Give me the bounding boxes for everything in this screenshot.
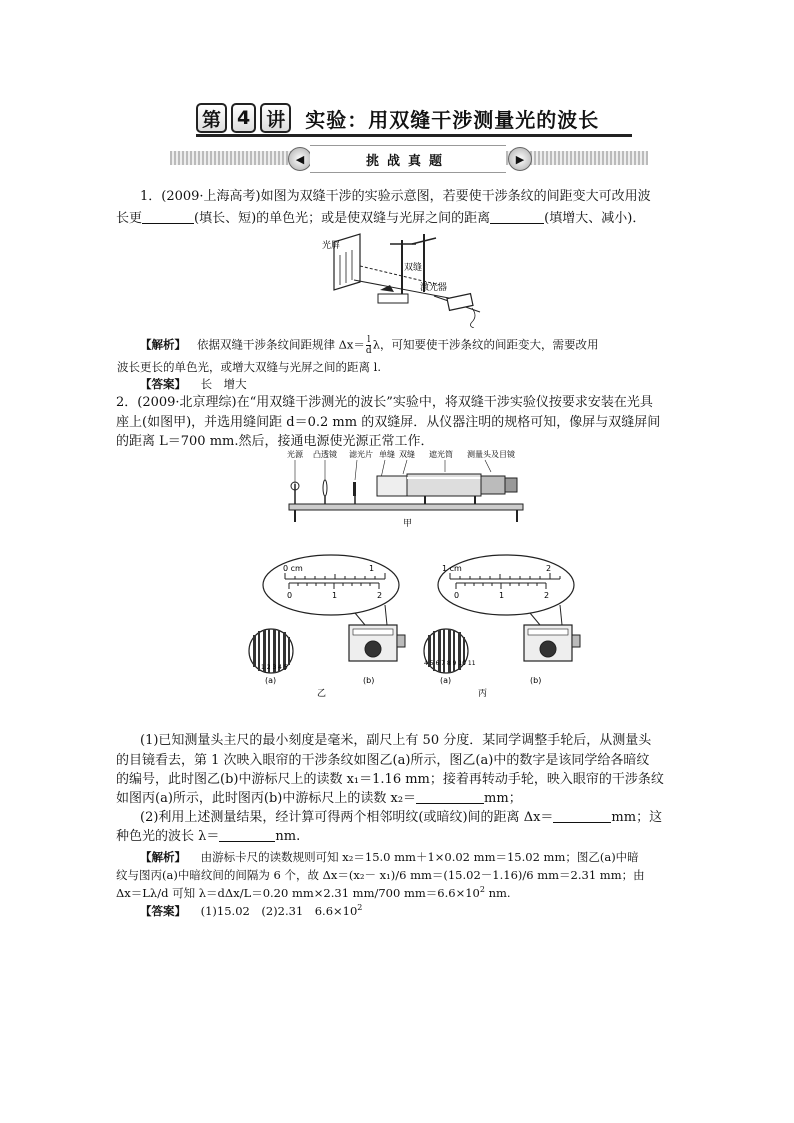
q2-analysis-line1 [140,848,639,867]
yi-vernier-2: 2 [377,591,383,600]
q2-text: 种色光的波长 λ＝ [116,829,220,844]
bing-fringe-numbers: 4 5 6 7 8 9 10 11 [424,660,476,667]
label-shade-tube: 遮光筒 [429,450,453,459]
q2-analysis-line2: 纹与图丙(a)中暗纹间的间隔为 6 个，故 Δx＝(x₂－ x₁)/6 mm＝(15.02－1.16)/6 mm＝2.31 mm；由 [116,868,645,882]
yi-vernier-1: 1 [332,591,338,600]
q2-blank-dx [553,808,611,823]
bing-main-tick-2: 2 [546,564,552,573]
q1-analysis-line1 [140,335,598,356]
frac-num: l [367,335,371,345]
q1-answer-label: 【答案】 [140,377,186,391]
label-single-slit: 单缝 [379,450,395,459]
q1-answer-text: 长 增大 [200,377,247,391]
label-measuring-head: 测量头及目镜 [467,450,515,459]
yi-vernier-0: 0 [287,591,293,600]
q2-part1-line4 [116,789,522,809]
q1-analysis-text: λ，可知要使干涉条纹的间距变大，需要改用 [372,337,599,352]
q2-analysis-text: 由游标卡尺的读数规则可知 x₂＝15.0 mm＋1×0.02 mm＝15.02 mm；图乙(a)中暗 [200,850,639,864]
q2-stem-line3: 的距离 L＝700 mm.然后，接通电源使光源正常工作． [116,434,434,449]
laser-label: 激光器 [420,283,448,293]
q2-text: mm；这 [611,810,663,825]
page-title: 实验：用双缝干涉测量光的波长 [305,107,600,132]
q1-fraction [366,335,372,356]
figure-bing [420,553,595,699]
label-light-source: 光源 [287,450,303,459]
q2-answer-exp: 2 [357,903,363,913]
q2-stem-line2: 座上(如图甲)，并选用缝间距 d＝0.2 mm 的双缝屏．从仪器注明的规格可知，像屏与双缝屏间 [116,415,661,430]
banner-label: 挑战真题 [310,145,506,173]
q2-blank-x2 [416,789,484,804]
q2-analysis-label: 【解析】 [140,850,186,864]
lecture-prefix: 第 [196,103,227,133]
q1-stem-line2 [116,209,645,229]
q2-stem-line1: 2．(2009·北京理综)在“用双缝干涉测光的波长”实验中，将双缝干涉实验仪按要求安装在光具 [116,395,653,410]
q2-part2-line1 [140,808,662,828]
figure-label-jia: 甲 [403,519,413,528]
q1-double-slit-figure [320,230,490,328]
bing-scale-unit: 1 cm [442,564,462,573]
frac-den: d [365,346,372,356]
q2-analysis-exp: 2 [479,885,485,895]
q2-blank-lambda [219,827,275,842]
yi-sub-a: (a) [265,676,277,685]
screen-label: 光屏 [322,241,341,251]
q1-answer [140,375,247,394]
bing-sub-a: (a) [440,676,452,685]
q2-text: 如图丙(a)所示，此时图丙(b)中游标尺上的读数 x₂＝ [116,791,417,806]
apparatus-figure [285,448,533,528]
yi-scale-unit: 0 cm [283,564,303,573]
next-arrow-icon: ▶ [508,147,532,171]
bing-vernier-0: 0 [454,591,460,600]
q1-analysis-text: 依据双缝干涉条纹间距规律 Δx＝ [196,337,365,352]
q1-text: (填增大、减小)． [544,211,646,226]
figure-yi [245,553,420,699]
bing-vernier-1: 1 [499,591,505,600]
yi-main-tick-1: 1 [369,564,375,573]
q2-part2-line2 [116,827,300,847]
label-double-slit: 双缝 [399,450,415,459]
q1-analysis-label: 【解析】 [140,337,186,352]
q1-blank-1 [142,209,194,224]
q1-stem-line1: 1．(2009·上海高考)如图为双缝干涉的实验示意图，若要使干涉条纹的间距变大可改用波 [140,189,651,204]
lecture-title [196,102,599,134]
q1-text: 长更 [116,211,143,226]
double-slit-label: 双缝 [404,263,423,273]
q2-answer [140,902,362,921]
q2-text: nm. [275,829,301,844]
title-underline [196,134,632,137]
bing-vernier-2: 2 [544,591,550,600]
figure-label-yi: 乙 [317,689,327,699]
optical-bench [289,504,523,510]
figure-label-bing: 丙 [478,689,488,699]
q2-analysis-line3 [116,884,511,903]
yi-fringe-numbers: 1 2 3 4 5 [261,664,288,671]
q2-text: (2)利用上述测量结果，经计算可得两个相邻明纹(或暗纹)间的距离 Δx＝ [140,810,554,825]
q2-analysis-text: nm. [484,886,511,900]
lecture-number: 4 [231,103,256,133]
lecture-suffix: 讲 [260,103,291,133]
q1-analysis-line2: 波长更长的单色光，或增大双缝与光屏之间的距离 l. [117,360,381,374]
q2-part1-line2: 的目镜看去，第 1 次映入眼帘的干涉条纹如图乙(a)所示，图乙(a)中的数字是该同学给各暗纹 [116,753,650,768]
q2-text: mm； [484,791,522,806]
prev-arrow-icon: ◀ [288,147,312,171]
q2-part1-line3: 的编号，此时图乙(b)中游标尺上的读数 x₁＝1.16 mm；接着再转动手轮，映入眼帘的干涉条纹 [116,772,664,787]
bing-sub-b: (b) [530,676,542,685]
q1-blank-2 [490,209,544,224]
q1-text: (填长、短)的单色光；或是使双缝与光屏之间的距离 [194,211,491,226]
label-filter: 滤光片 [349,450,373,459]
section-banner [170,145,648,171]
q2-answer-text: (1)15.02 (2)2.31 6.6×10 [200,904,358,918]
yi-sub-b: (b) [363,676,375,685]
q2-part1-line1: (1)已知测量头主尺的最小刻度是毫米，副尺上有 50 分度．某同学调整手轮后，从测量头 [140,733,652,748]
q2-analysis-text: Δx＝Lλ/d 可知 λ＝dΔx/L＝0.20 mm×2.31 mm/700 mm＝6.6×10 [116,886,480,900]
q2-answer-label: 【答案】 [140,904,186,918]
label-convex-lens: 凸透镜 [313,450,337,459]
